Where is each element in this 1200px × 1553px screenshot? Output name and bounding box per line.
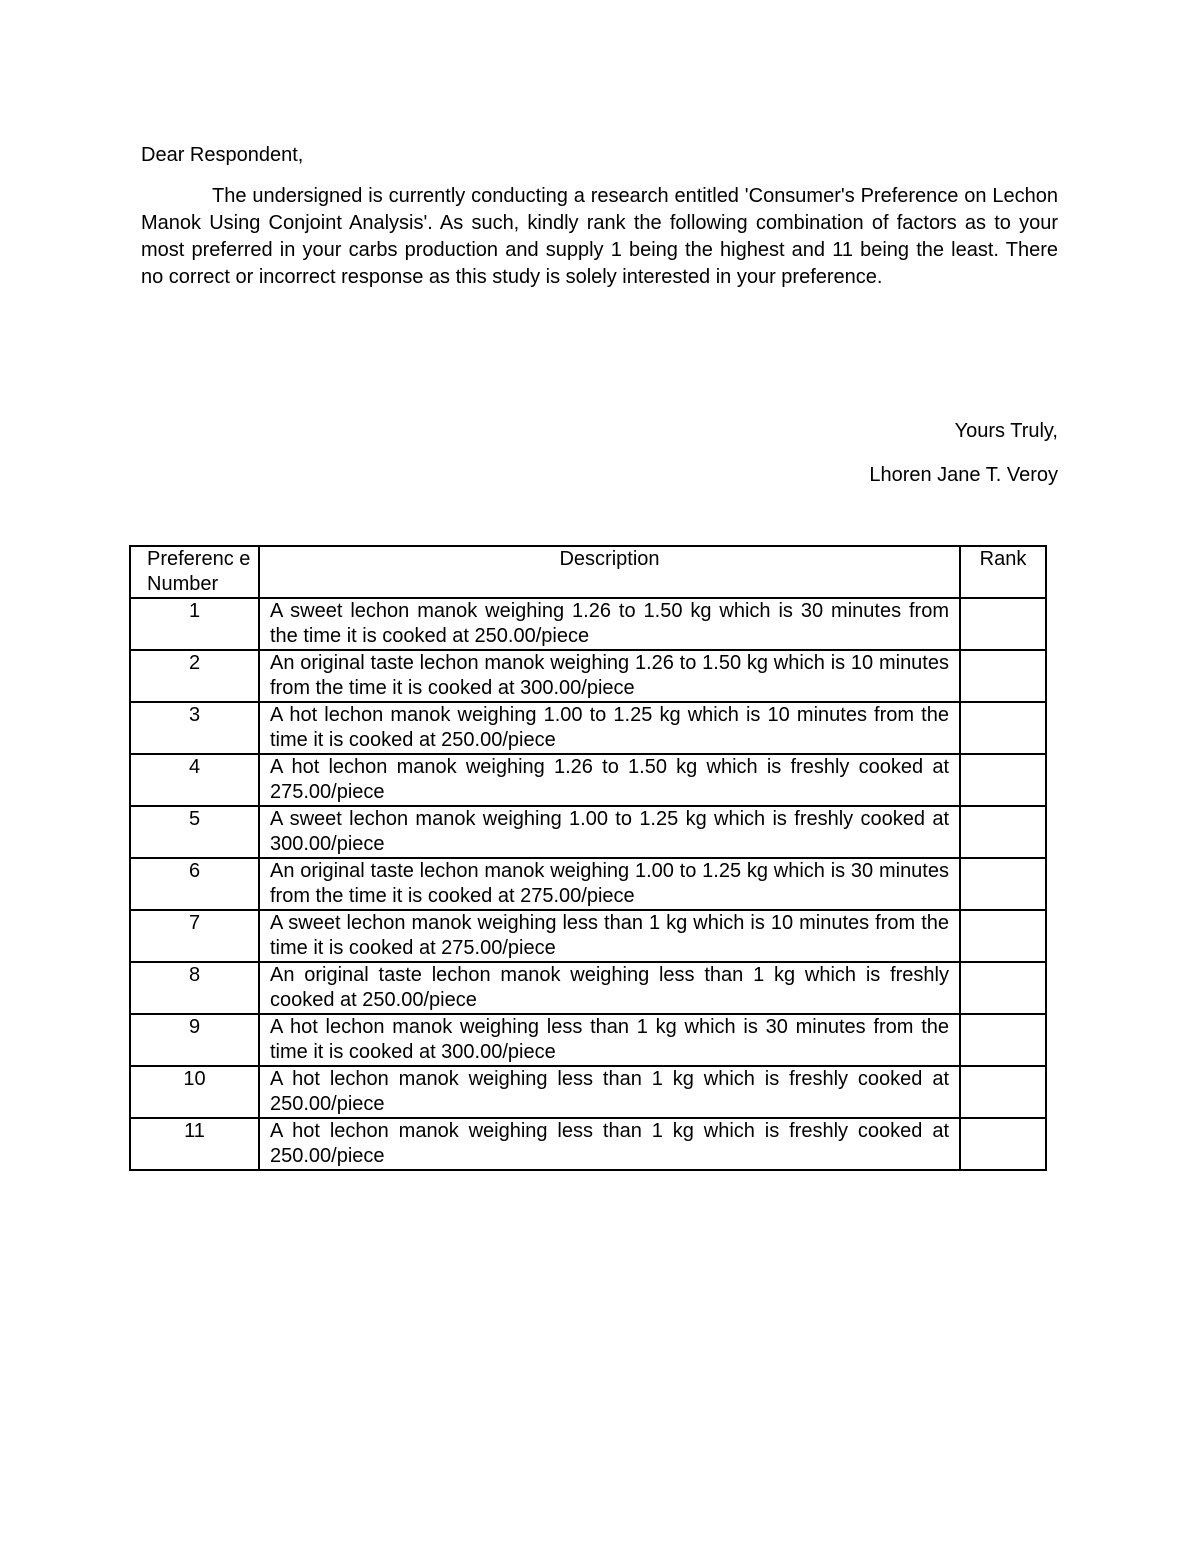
table-header-row: [130, 546, 1046, 598]
rank-entry-cell[interactable]: [960, 806, 1046, 858]
rank-entry-cell[interactable]: [960, 1118, 1046, 1170]
rank-entry-cell[interactable]: [960, 1066, 1046, 1118]
preference-number-cell: 10: [130, 1066, 259, 1118]
description-cell: An original taste lechon manok weighing less than 1 kg which is freshly cooked at 250.00/piece: [259, 962, 960, 1014]
table-row: [130, 1014, 1046, 1066]
signatory-name: Lhoren Jane T. Veroy: [869, 464, 1058, 486]
table-body: [130, 598, 1046, 1170]
header-description: Description: [259, 546, 960, 598]
rank-entry-cell[interactable]: [960, 702, 1046, 754]
table-row: [130, 858, 1046, 910]
letter-body: The undersigned is currently conducting a research entitled 'Consumer's Preference on Lechon Manok Using Conjoint Analysis'. As such, kindly rank the following combination of factors as to your most preferred in your carbs production and supply 1 being the highest and 11 being the least. There no correct or incorrect response as this study is solely interested in your preference.: [141, 185, 1058, 288]
description-cell: A hot lechon manok weighing less than 1 kg which is freshly cooked at 250.00/piece: [259, 1118, 960, 1170]
preference-number-cell: 1: [130, 598, 259, 650]
description-cell: An original taste lechon manok weighing 1.00 to 1.25 kg which is 30 minutes from the time it is cooked at 275.00/piece: [259, 858, 960, 910]
description-cell: A hot lechon manok weighing less than 1 kg which is freshly cooked at 250.00/piece: [259, 1066, 960, 1118]
description-cell: A hot lechon manok weighing 1.26 to 1.50 kg which is freshly cooked at 275.00/piece: [259, 754, 960, 806]
table-row: [130, 962, 1046, 1014]
description-cell: A sweet lechon manok weighing 1.26 to 1.50 kg which is 30 minutes from the time it is cooked at 250.00/piece: [259, 598, 960, 650]
preference-number-cell: 2: [130, 650, 259, 702]
closing: Yours Truly,: [954, 420, 1058, 442]
description-cell: A hot lechon manok weighing 1.00 to 1.25 kg which is 10 minutes from the time it is cooked at 250.00/piece: [259, 702, 960, 754]
preference-table: [129, 545, 1047, 1171]
table-row: [130, 1066, 1046, 1118]
rank-entry-cell[interactable]: [960, 598, 1046, 650]
header-rank: Rank: [960, 546, 1046, 598]
preference-number-cell: 7: [130, 910, 259, 962]
salutation: Dear Respondent,: [141, 144, 304, 166]
preference-number-cell: 9: [130, 1014, 259, 1066]
description-cell: A sweet lechon manok weighing less than 1 kg which is 10 minutes from the time it is cooked at 275.00/piece: [259, 910, 960, 962]
description-cell: A hot lechon manok weighing less than 1 kg which is 30 minutes from the time it is cooked at 300.00/piece: [259, 1014, 960, 1066]
preference-number-cell: 6: [130, 858, 259, 910]
table-row: [130, 910, 1046, 962]
table-row: [130, 754, 1046, 806]
preference-number-cell: 3: [130, 702, 259, 754]
rank-entry-cell[interactable]: [960, 962, 1046, 1014]
description-cell: A sweet lechon manok weighing 1.00 to 1.25 kg which is freshly cooked at 300.00/piece: [259, 806, 960, 858]
table-row: [130, 806, 1046, 858]
preference-number-cell: 8: [130, 962, 259, 1014]
table-row: [130, 650, 1046, 702]
preference-number-cell: 5: [130, 806, 259, 858]
description-cell: An original taste lechon manok weighing 1.26 to 1.50 kg which is 10 minutes from the time it is cooked at 300.00/piece: [259, 650, 960, 702]
rank-entry-cell[interactable]: [960, 1014, 1046, 1066]
rank-entry-cell[interactable]: [960, 650, 1046, 702]
rank-entry-cell[interactable]: [960, 754, 1046, 806]
header-preference-number: Preferenc e Number: [130, 546, 259, 598]
rank-entry-cell[interactable]: [960, 858, 1046, 910]
table-row: [130, 702, 1046, 754]
table-row: [130, 1118, 1046, 1170]
preference-number-cell: 11: [130, 1118, 259, 1170]
rank-entry-cell[interactable]: [960, 910, 1046, 962]
table-row: [130, 598, 1046, 650]
preference-number-cell: 4: [130, 754, 259, 806]
